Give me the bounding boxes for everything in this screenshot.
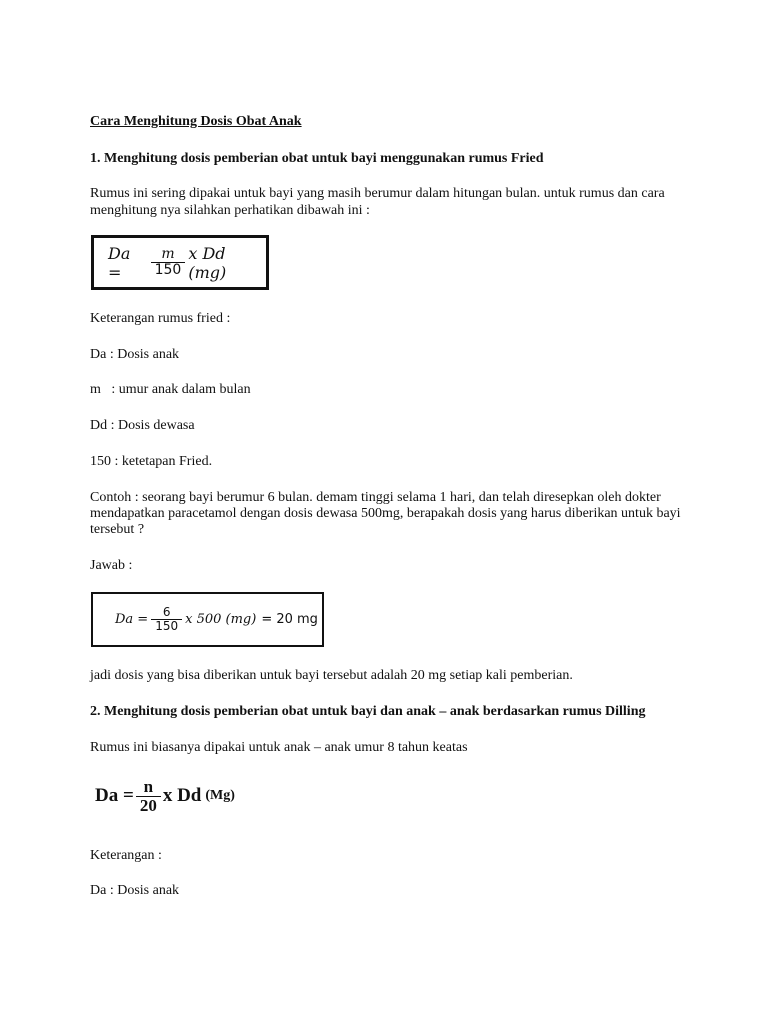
definition-dd: Dd : Dosis dewasa xyxy=(90,418,195,433)
definition-m: m : umur anak dalam bulan xyxy=(90,382,251,397)
formula-result: = 20 mg xyxy=(261,612,318,627)
example-line-2: mendapatkan paracetamol dengan dosis dewasa 500mg, berapakah dosis yang harus diberikan untuk bayi xyxy=(90,506,681,521)
section-1-heading: 1. Menghitung dosis pemberian obat untuk bayi menggunakan rumus Fried xyxy=(90,151,544,166)
example-formula xyxy=(115,606,318,632)
formula-fraction xyxy=(136,778,161,815)
dilling-formula xyxy=(95,778,235,815)
fried-formula xyxy=(108,244,266,282)
formula-lhs: Da = xyxy=(95,785,134,807)
formula-middle: x 500 (mg) xyxy=(185,612,257,627)
formula-lhs: Da = xyxy=(115,612,149,627)
fraction-denominator: 150 xyxy=(151,619,182,633)
fried-formula-box xyxy=(91,235,269,290)
section-1-intro-line-2: menghitung nya silahkan perhatikan dibawah ini : xyxy=(90,203,370,218)
fraction-denominator: 20 xyxy=(136,796,161,815)
document-title: Cara Menghitung Dosis Obat Anak xyxy=(90,114,302,129)
definition-150: 150 : ketetapan Fried. xyxy=(90,454,213,469)
keterangan-fried: Keterangan rumus fried : xyxy=(90,311,231,326)
formula-fraction xyxy=(151,247,186,277)
example-line-1: Contoh : seorang bayi berumur 6 bulan. demam tinggi selama 1 hari, dan telah diresepkan oleh dokter xyxy=(90,490,661,505)
example-formula-box xyxy=(91,592,324,647)
definition-da: Da : Dosis anak xyxy=(90,347,180,362)
formula-rhs: x Dd xyxy=(162,785,202,807)
fraction-numerator: m xyxy=(161,246,175,263)
definition-da-2: Da : Dosis anak xyxy=(90,883,180,898)
conclusion-text: jadi dosis yang bisa diberikan untuk bayi tersebut adalah 20 mg setiap kali pemberian. xyxy=(90,668,573,683)
fraction-numerator: n xyxy=(143,777,154,796)
formula-lhs: Da = xyxy=(108,243,131,282)
formula-unit: (Mg) xyxy=(205,788,235,804)
formula-rhs: x Dd (mg) xyxy=(188,243,227,282)
fraction-denominator: 150 xyxy=(151,262,186,278)
section-2-heading: 2. Menghitung dosis pemberian obat untuk bayi dan anak – anak berdasarkan rumus Dilling xyxy=(90,704,646,719)
example-line-3: tersebut ? xyxy=(90,522,145,537)
jawab-label: Jawab : xyxy=(90,558,133,573)
keterangan-dilling: Keterangan : xyxy=(90,848,162,863)
fraction-numerator: 6 xyxy=(162,605,171,620)
section-2-intro: Rumus ini biasanya dipakai untuk anak – anak umur 8 tahun keatas xyxy=(90,740,468,755)
section-1-intro-line-1: Rumus ini sering dipakai untuk bayi yang masih berumur dalam hitungan bulan. untuk rumus dan cara xyxy=(90,186,665,201)
formula-fraction xyxy=(151,606,182,632)
